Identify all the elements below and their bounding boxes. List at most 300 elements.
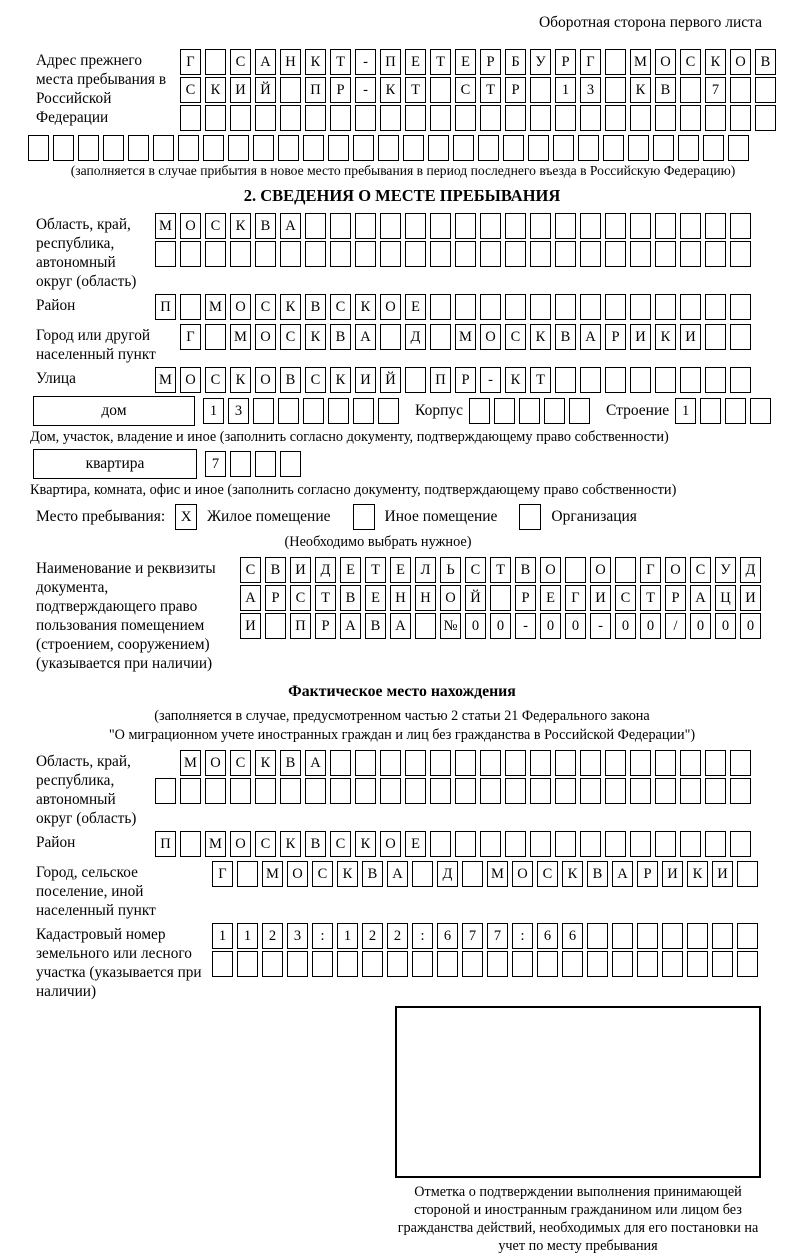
char-box[interactable]: [103, 135, 124, 161]
char-box[interactable]: В: [305, 831, 326, 857]
char-box[interactable]: [655, 241, 676, 267]
char-box[interactable]: [455, 294, 476, 320]
char-box[interactable]: Т: [640, 585, 661, 611]
char-box[interactable]: [637, 951, 658, 977]
char-box[interactable]: [555, 105, 576, 131]
char-box[interactable]: [153, 135, 174, 161]
char-box[interactable]: Ь: [440, 557, 461, 583]
char-box[interactable]: К: [280, 831, 301, 857]
char-box[interactable]: [630, 750, 651, 776]
char-box[interactable]: О: [730, 49, 751, 75]
char-box[interactable]: Р: [555, 49, 576, 75]
char-box[interactable]: 6: [437, 923, 458, 949]
char-box[interactable]: 0: [465, 613, 486, 639]
char-box[interactable]: Г: [640, 557, 661, 583]
char-box[interactable]: [505, 241, 526, 267]
char-box[interactable]: [655, 778, 676, 804]
char-box[interactable]: Г: [180, 49, 201, 75]
char-box[interactable]: [255, 241, 276, 267]
char-box[interactable]: [730, 324, 751, 350]
char-box[interactable]: О: [287, 861, 308, 887]
char-box[interactable]: И: [290, 557, 311, 583]
char-box[interactable]: М: [155, 367, 176, 393]
char-box[interactable]: С: [280, 324, 301, 350]
char-box[interactable]: С: [240, 557, 261, 583]
char-box[interactable]: [544, 398, 565, 424]
char-box[interactable]: [630, 105, 651, 131]
char-box[interactable]: [280, 451, 301, 477]
char-box[interactable]: [505, 105, 526, 131]
char-box[interactable]: [680, 213, 701, 239]
char-box[interactable]: [637, 923, 658, 949]
char-box[interactable]: [630, 241, 651, 267]
char-box[interactable]: М: [205, 831, 226, 857]
char-box[interactable]: К: [355, 831, 376, 857]
char-box[interactable]: [655, 750, 676, 776]
char-box[interactable]: 0: [715, 613, 736, 639]
char-box[interactable]: [530, 778, 551, 804]
char-box[interactable]: [712, 951, 733, 977]
char-box[interactable]: К: [655, 324, 676, 350]
char-box[interactable]: Р: [505, 77, 526, 103]
char-box[interactable]: [530, 294, 551, 320]
char-box[interactable]: О: [230, 294, 251, 320]
char-box[interactable]: 0: [490, 613, 511, 639]
char-box[interactable]: [728, 135, 749, 161]
char-box[interactable]: [678, 135, 699, 161]
char-box[interactable]: И: [240, 613, 261, 639]
char-box[interactable]: [580, 241, 601, 267]
char-box[interactable]: [680, 750, 701, 776]
char-box[interactable]: [680, 831, 701, 857]
char-box[interactable]: К: [380, 77, 401, 103]
char-box[interactable]: [555, 294, 576, 320]
char-box[interactable]: Л: [415, 557, 436, 583]
char-box[interactable]: [512, 951, 533, 977]
char-box[interactable]: [555, 750, 576, 776]
char-box[interactable]: [237, 951, 258, 977]
char-box[interactable]: К: [330, 367, 351, 393]
char-box[interactable]: К: [705, 49, 726, 75]
char-box[interactable]: В: [340, 585, 361, 611]
char-box[interactable]: 1: [675, 398, 696, 424]
char-box[interactable]: В: [305, 294, 326, 320]
char-box[interactable]: [455, 831, 476, 857]
char-box[interactable]: [680, 105, 701, 131]
char-box[interactable]: О: [480, 324, 501, 350]
char-box[interactable]: К: [205, 77, 226, 103]
char-box[interactable]: [303, 135, 324, 161]
char-box[interactable]: [403, 135, 424, 161]
char-box[interactable]: [78, 135, 99, 161]
char-box[interactable]: [262, 951, 283, 977]
char-box[interactable]: [480, 241, 501, 267]
char-box[interactable]: [330, 241, 351, 267]
char-box[interactable]: Г: [580, 49, 601, 75]
char-box[interactable]: К: [562, 861, 583, 887]
char-box[interactable]: [128, 135, 149, 161]
char-box[interactable]: [655, 367, 676, 393]
char-box[interactable]: [312, 951, 333, 977]
char-box[interactable]: С: [180, 77, 201, 103]
char-box[interactable]: О: [180, 367, 201, 393]
char-box[interactable]: А: [690, 585, 711, 611]
char-box[interactable]: [380, 241, 401, 267]
char-box[interactable]: М: [630, 49, 651, 75]
char-box[interactable]: [480, 294, 501, 320]
char-box[interactable]: [255, 105, 276, 131]
char-box[interactable]: О: [540, 557, 561, 583]
char-box[interactable]: [355, 750, 376, 776]
char-box[interactable]: [530, 750, 551, 776]
char-box[interactable]: О: [590, 557, 611, 583]
char-box[interactable]: [362, 951, 383, 977]
char-box[interactable]: [380, 750, 401, 776]
char-box[interactable]: [462, 951, 483, 977]
char-box[interactable]: [437, 951, 458, 977]
char-box[interactable]: [553, 135, 574, 161]
char-box[interactable]: [730, 213, 751, 239]
char-box[interactable]: О: [380, 831, 401, 857]
char-box[interactable]: [755, 105, 776, 131]
char-box[interactable]: 0: [640, 613, 661, 639]
char-box[interactable]: Т: [530, 367, 551, 393]
char-box[interactable]: [530, 213, 551, 239]
char-box[interactable]: [303, 398, 324, 424]
char-box[interactable]: [278, 135, 299, 161]
char-box[interactable]: [28, 135, 49, 161]
char-box[interactable]: [528, 135, 549, 161]
char-box[interactable]: -: [515, 613, 536, 639]
char-box[interactable]: [237, 861, 258, 887]
char-box[interactable]: [605, 105, 626, 131]
char-box[interactable]: С: [455, 77, 476, 103]
char-box[interactable]: 1: [337, 923, 358, 949]
char-box[interactable]: К: [305, 324, 326, 350]
char-box[interactable]: Н: [390, 585, 411, 611]
char-box[interactable]: [480, 213, 501, 239]
char-box[interactable]: К: [687, 861, 708, 887]
char-box[interactable]: П: [290, 613, 311, 639]
char-box[interactable]: И: [662, 861, 683, 887]
char-box[interactable]: П: [155, 831, 176, 857]
char-box[interactable]: [630, 213, 651, 239]
char-box[interactable]: В: [265, 557, 286, 583]
char-box[interactable]: [405, 105, 426, 131]
char-box[interactable]: А: [240, 585, 261, 611]
char-box[interactable]: [387, 951, 408, 977]
char-box[interactable]: [155, 778, 176, 804]
char-box[interactable]: [730, 778, 751, 804]
char-box[interactable]: Д: [740, 557, 761, 583]
char-box[interactable]: [580, 105, 601, 131]
char-box[interactable]: [412, 861, 433, 887]
char-box[interactable]: [355, 241, 376, 267]
char-box[interactable]: [253, 135, 274, 161]
char-box[interactable]: 7: [205, 451, 226, 477]
char-box[interactable]: Р: [515, 585, 536, 611]
char-box[interactable]: [305, 213, 326, 239]
char-box[interactable]: [455, 750, 476, 776]
char-box[interactable]: [565, 557, 586, 583]
char-box[interactable]: [580, 778, 601, 804]
char-box[interactable]: [287, 951, 308, 977]
char-box[interactable]: [230, 105, 251, 131]
char-box[interactable]: [280, 105, 301, 131]
char-box[interactable]: К: [305, 49, 326, 75]
char-box[interactable]: [700, 398, 721, 424]
char-box[interactable]: П: [305, 77, 326, 103]
char-box[interactable]: [615, 557, 636, 583]
char-box[interactable]: Р: [265, 585, 286, 611]
char-box[interactable]: [280, 241, 301, 267]
char-box[interactable]: [353, 398, 374, 424]
char-box[interactable]: 1: [237, 923, 258, 949]
char-box[interactable]: [630, 778, 651, 804]
char-box[interactable]: [455, 213, 476, 239]
char-box[interactable]: В: [655, 77, 676, 103]
char-box[interactable]: К: [255, 750, 276, 776]
char-box[interactable]: [605, 778, 626, 804]
char-box[interactable]: [580, 750, 601, 776]
char-box[interactable]: К: [337, 861, 358, 887]
char-box[interactable]: В: [280, 750, 301, 776]
char-box[interactable]: [280, 77, 301, 103]
char-box[interactable]: [730, 77, 751, 103]
char-box[interactable]: [737, 861, 758, 887]
char-box[interactable]: [605, 294, 626, 320]
char-box[interactable]: [230, 451, 251, 477]
char-box[interactable]: [730, 241, 751, 267]
char-box[interactable]: [655, 105, 676, 131]
char-box[interactable]: [405, 367, 426, 393]
char-box[interactable]: [405, 213, 426, 239]
char-box[interactable]: О: [230, 831, 251, 857]
char-box[interactable]: [430, 105, 451, 131]
char-box[interactable]: 2: [362, 923, 383, 949]
char-box[interactable]: М: [180, 750, 201, 776]
char-box[interactable]: В: [755, 49, 776, 75]
char-box[interactable]: Р: [605, 324, 626, 350]
char-box[interactable]: К: [530, 324, 551, 350]
char-box[interactable]: В: [555, 324, 576, 350]
char-box[interactable]: [205, 49, 226, 75]
char-box[interactable]: [180, 105, 201, 131]
char-box[interactable]: Е: [540, 585, 561, 611]
char-box[interactable]: А: [580, 324, 601, 350]
char-box[interactable]: 1: [203, 398, 224, 424]
char-box[interactable]: [750, 398, 771, 424]
char-box[interactable]: А: [280, 213, 301, 239]
char-box[interactable]: [730, 831, 751, 857]
char-box[interactable]: 3: [580, 77, 601, 103]
char-box[interactable]: [337, 951, 358, 977]
char-box[interactable]: О: [180, 213, 201, 239]
char-box[interactable]: 0: [565, 613, 586, 639]
char-box[interactable]: Й: [255, 77, 276, 103]
char-box[interactable]: О: [655, 49, 676, 75]
char-box[interactable]: П: [430, 367, 451, 393]
char-box[interactable]: [378, 135, 399, 161]
char-box[interactable]: Ц: [715, 585, 736, 611]
char-box[interactable]: [605, 750, 626, 776]
char-box[interactable]: [655, 831, 676, 857]
char-box[interactable]: [330, 750, 351, 776]
char-box[interactable]: Р: [637, 861, 658, 887]
char-box[interactable]: Й: [380, 367, 401, 393]
char-box[interactable]: [180, 831, 201, 857]
char-box[interactable]: С: [680, 49, 701, 75]
char-box[interactable]: И: [712, 861, 733, 887]
char-box[interactable]: [212, 951, 233, 977]
char-box[interactable]: [680, 778, 701, 804]
char-box[interactable]: [380, 213, 401, 239]
char-box[interactable]: С: [690, 557, 711, 583]
char-box[interactable]: [405, 778, 426, 804]
char-box[interactable]: П: [380, 49, 401, 75]
char-box[interactable]: М: [155, 213, 176, 239]
char-box[interactable]: К: [230, 213, 251, 239]
char-box[interactable]: Е: [405, 831, 426, 857]
char-box[interactable]: С: [615, 585, 636, 611]
char-box[interactable]: С: [537, 861, 558, 887]
char-box[interactable]: [205, 105, 226, 131]
char-box[interactable]: [712, 923, 733, 949]
house-type-box[interactable]: дом: [33, 396, 195, 426]
checkbox-other-premises[interactable]: [353, 504, 375, 530]
char-box[interactable]: :: [512, 923, 533, 949]
char-box[interactable]: [587, 923, 608, 949]
char-box[interactable]: [662, 923, 683, 949]
char-box[interactable]: И: [740, 585, 761, 611]
char-box[interactable]: [612, 951, 633, 977]
char-box[interactable]: [705, 105, 726, 131]
char-box[interactable]: /: [665, 613, 686, 639]
char-box[interactable]: С: [205, 213, 226, 239]
char-box[interactable]: [705, 750, 726, 776]
char-box[interactable]: К: [505, 367, 526, 393]
char-box[interactable]: [203, 135, 224, 161]
char-box[interactable]: [380, 324, 401, 350]
char-box[interactable]: [265, 613, 286, 639]
char-box[interactable]: О: [255, 324, 276, 350]
char-box[interactable]: Е: [405, 294, 426, 320]
char-box[interactable]: И: [230, 77, 251, 103]
char-box[interactable]: [480, 750, 501, 776]
char-box[interactable]: [630, 294, 651, 320]
char-box[interactable]: Д: [405, 324, 426, 350]
char-box[interactable]: [180, 778, 201, 804]
char-box[interactable]: Й: [465, 585, 486, 611]
char-box[interactable]: [680, 77, 701, 103]
char-box[interactable]: [230, 241, 251, 267]
char-box[interactable]: Р: [480, 49, 501, 75]
char-box[interactable]: [180, 294, 201, 320]
char-box[interactable]: [662, 951, 683, 977]
char-box[interactable]: [505, 831, 526, 857]
char-box[interactable]: Т: [330, 49, 351, 75]
char-box[interactable]: [430, 831, 451, 857]
char-box[interactable]: [705, 778, 726, 804]
char-box[interactable]: 0: [615, 613, 636, 639]
char-box[interactable]: [205, 778, 226, 804]
char-box[interactable]: [687, 923, 708, 949]
char-box[interactable]: О: [255, 367, 276, 393]
char-box[interactable]: 2: [262, 923, 283, 949]
char-box[interactable]: [530, 241, 551, 267]
char-box[interactable]: [480, 778, 501, 804]
char-box[interactable]: [653, 135, 674, 161]
char-box[interactable]: 7: [462, 923, 483, 949]
char-box[interactable]: [430, 241, 451, 267]
char-box[interactable]: [630, 367, 651, 393]
char-box[interactable]: [680, 367, 701, 393]
char-box[interactable]: [505, 294, 526, 320]
char-box[interactable]: [730, 105, 751, 131]
char-box[interactable]: С: [230, 750, 251, 776]
char-box[interactable]: :: [412, 923, 433, 949]
char-box[interactable]: М: [205, 294, 226, 320]
char-box[interactable]: Т: [490, 557, 511, 583]
char-box[interactable]: [605, 831, 626, 857]
char-box[interactable]: [180, 241, 201, 267]
char-box[interactable]: Д: [315, 557, 336, 583]
char-box[interactable]: Е: [365, 585, 386, 611]
char-box[interactable]: [428, 135, 449, 161]
char-box[interactable]: 7: [487, 923, 508, 949]
char-box[interactable]: А: [387, 861, 408, 887]
char-box[interactable]: [480, 831, 501, 857]
char-box[interactable]: К: [355, 294, 376, 320]
char-box[interactable]: [555, 367, 576, 393]
char-box[interactable]: Н: [280, 49, 301, 75]
char-box[interactable]: 0: [540, 613, 561, 639]
char-box[interactable]: Т: [430, 49, 451, 75]
char-box[interactable]: С: [305, 367, 326, 393]
char-box[interactable]: :: [312, 923, 333, 949]
char-box[interactable]: [430, 294, 451, 320]
char-box[interactable]: [305, 241, 326, 267]
char-box[interactable]: [53, 135, 74, 161]
char-box[interactable]: [455, 241, 476, 267]
char-box[interactable]: [705, 213, 726, 239]
char-box[interactable]: [330, 105, 351, 131]
char-box[interactable]: [580, 294, 601, 320]
char-box[interactable]: [453, 135, 474, 161]
apartment-type-box[interactable]: квартира: [33, 449, 197, 479]
char-box[interactable]: [253, 398, 274, 424]
char-box[interactable]: [687, 951, 708, 977]
char-box[interactable]: [405, 241, 426, 267]
char-box[interactable]: [655, 213, 676, 239]
char-box[interactable]: И: [680, 324, 701, 350]
char-box[interactable]: [705, 294, 726, 320]
char-box[interactable]: [587, 951, 608, 977]
char-box[interactable]: М: [262, 861, 283, 887]
char-box[interactable]: [412, 951, 433, 977]
char-box[interactable]: [630, 831, 651, 857]
char-box[interactable]: [725, 398, 746, 424]
char-box[interactable]: [580, 367, 601, 393]
char-box[interactable]: Р: [455, 367, 476, 393]
char-box[interactable]: [655, 294, 676, 320]
char-box[interactable]: В: [330, 324, 351, 350]
char-box[interactable]: [278, 398, 299, 424]
char-box[interactable]: Е: [455, 49, 476, 75]
char-box[interactable]: [430, 750, 451, 776]
char-box[interactable]: [455, 105, 476, 131]
char-box[interactable]: Р: [665, 585, 686, 611]
